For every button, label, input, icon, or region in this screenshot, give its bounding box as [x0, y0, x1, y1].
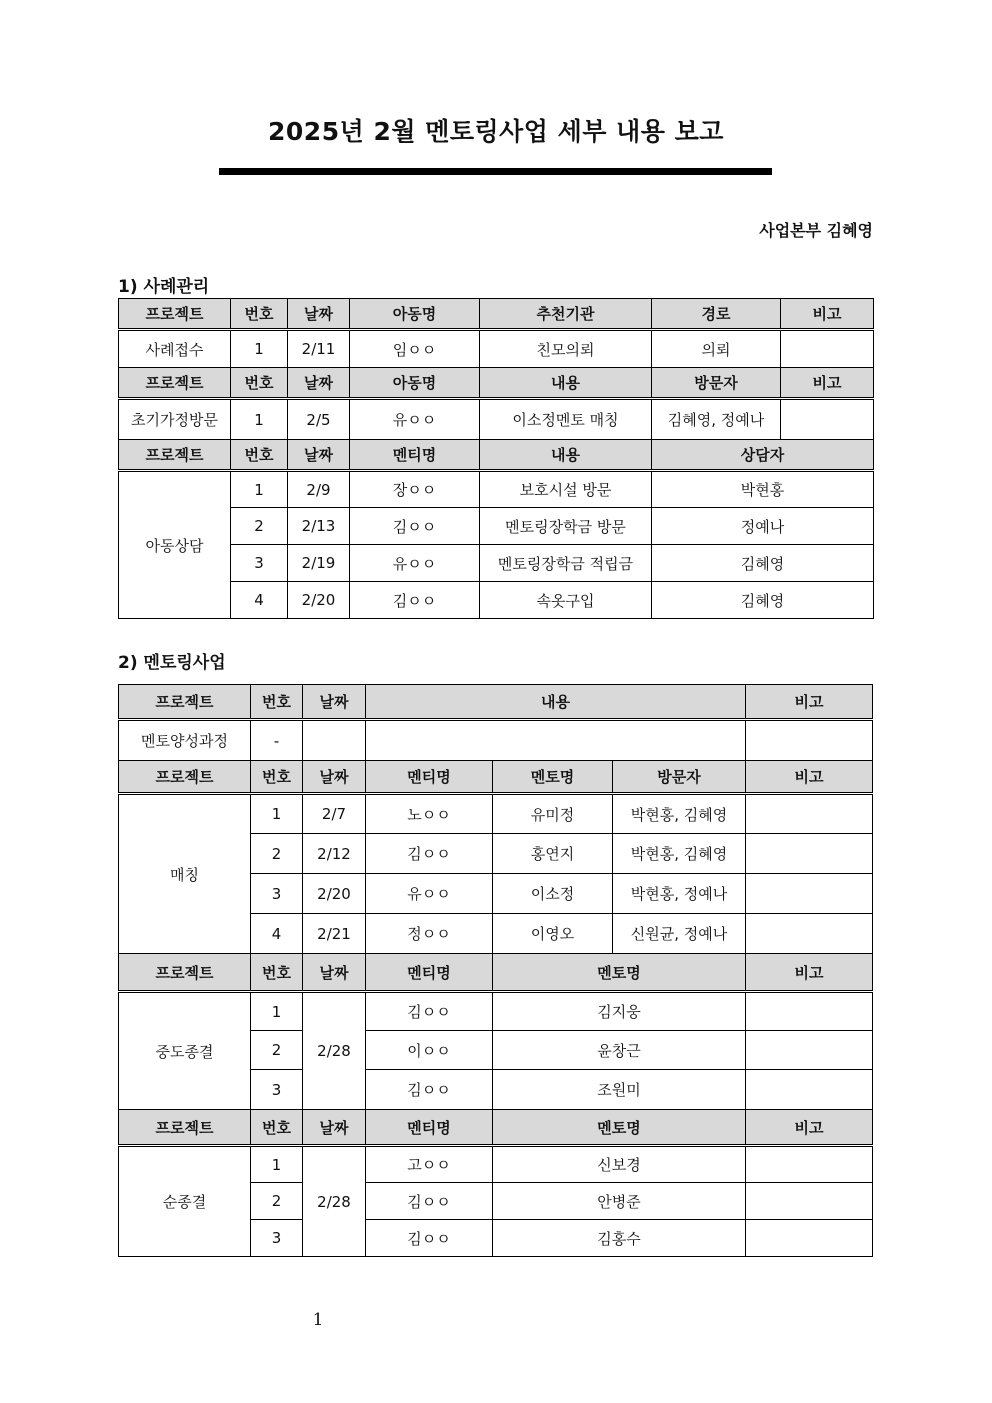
header-cell: 아동명: [350, 368, 480, 399]
mentee-cell: 김ㅇㅇ: [366, 992, 493, 1031]
project-cell: 매칭: [119, 794, 251, 954]
header-cell: 내용: [480, 440, 652, 471]
number-cell: 1: [251, 794, 303, 834]
table-header-row: [119, 368, 874, 399]
mentor-cell: 신보경: [493, 1146, 746, 1183]
date-cell: 2/9: [288, 471, 350, 508]
mentee-cell: 김ㅇㅇ: [366, 1220, 493, 1257]
header-cell: 날짜: [288, 299, 350, 330]
date-cell: 2/21: [303, 914, 366, 954]
number-cell: 3: [251, 1220, 303, 1257]
note-cell: [746, 1070, 873, 1110]
header-cell: 내용: [480, 368, 652, 399]
mentor-cell: 윤창근: [493, 1031, 746, 1070]
date-cell: 2/5: [288, 399, 350, 440]
content-cell: 멘토링장학금 방문: [480, 508, 652, 545]
agency-cell: 친모의뢰: [480, 330, 652, 368]
mentoring-table: [118, 684, 873, 1257]
table-header-row: [119, 685, 873, 720]
author-label: 사업본부 김혜영: [759, 221, 873, 240]
mentor-cell: 유미정: [493, 794, 613, 834]
header-cell: 날짜: [288, 440, 350, 471]
counselor-cell: 정예나: [652, 508, 874, 545]
header-cell: 멘토명: [493, 761, 613, 794]
project-cell: 멘토양성과정: [119, 720, 251, 761]
mentee-cell: 김ㅇㅇ: [350, 508, 480, 545]
header-cell: 비고: [746, 954, 873, 992]
number-cell: -: [251, 720, 303, 761]
number-cell: 1: [231, 330, 288, 368]
note-cell: [746, 1031, 873, 1070]
document-title: 2025년 2월 멘토링사업 세부 내용 보고: [268, 117, 724, 146]
mentee-cell: 김ㅇㅇ: [366, 834, 493, 874]
table-row: [119, 720, 873, 761]
number-cell: 4: [251, 914, 303, 954]
note-cell: [781, 399, 874, 440]
project-cell: 아동상담: [119, 471, 231, 619]
header-cell: 방문자: [613, 761, 746, 794]
mentor-cell: 조원미: [493, 1070, 746, 1110]
header-cell: 날짜: [303, 1110, 366, 1146]
header-cell: 번호: [231, 299, 288, 330]
content-cell: [366, 720, 746, 761]
number-cell: 2: [251, 1031, 303, 1070]
table-row: [119, 582, 874, 619]
note-cell: [746, 1146, 873, 1183]
mentor-cell: 김홍수: [493, 1220, 746, 1257]
mentor-cell: 이소정: [493, 874, 613, 914]
header-cell: 프로젝트: [119, 299, 231, 330]
table-header-row: [119, 761, 873, 794]
header-cell: 프로젝트: [119, 954, 251, 992]
table-header-row: [119, 954, 873, 992]
table-row: [119, 545, 874, 582]
child-name-cell: 유ㅇㅇ: [350, 399, 480, 440]
table-row: [119, 794, 873, 834]
table-row: [119, 992, 873, 1031]
route-cell: 의뢰: [652, 330, 781, 368]
header-cell: 비고: [746, 1110, 873, 1146]
number-cell: 1: [251, 992, 303, 1031]
note-cell: [746, 1183, 873, 1220]
section-heading-mentoring: 2) 멘토링사업: [118, 653, 226, 673]
header-cell: 멘티명: [366, 1110, 493, 1146]
date-cell: 2/12: [303, 834, 366, 874]
note-cell: [781, 330, 874, 368]
mentee-cell: 노ㅇㅇ: [366, 794, 493, 834]
date-cell: 2/28: [303, 992, 366, 1110]
number-cell: 2: [231, 508, 288, 545]
mentee-cell: 김ㅇㅇ: [366, 1183, 493, 1220]
counselor-cell: 김혜영: [652, 582, 874, 619]
mentor-cell: 홍연지: [493, 834, 613, 874]
header-cell: 멘티명: [366, 761, 493, 794]
number-cell: 2: [251, 1183, 303, 1220]
header-cell: 멘토명: [493, 954, 746, 992]
page-number: 1: [312, 1310, 324, 1330]
project-cell: 중도종결: [119, 992, 251, 1110]
header-cell: 번호: [251, 761, 303, 794]
date-cell: 2/11: [288, 330, 350, 368]
header-cell: 방문자: [652, 368, 781, 399]
header-cell: 날짜: [303, 761, 366, 794]
header-cell: 프로젝트: [119, 761, 251, 794]
header-cell: 프로젝트: [119, 1110, 251, 1146]
date-cell: 2/19: [288, 545, 350, 582]
date-cell: 2/13: [288, 508, 350, 545]
header-cell: 비고: [746, 685, 873, 720]
note-cell: [746, 794, 873, 834]
header-cell: 비고: [781, 368, 874, 399]
header-cell: 번호: [231, 368, 288, 399]
title-underline: [219, 168, 772, 175]
visitor-cell: 박현홍, 김혜영: [613, 794, 746, 834]
table-row: [119, 330, 874, 368]
date-cell: 2/7: [303, 794, 366, 834]
number-cell: 3: [231, 545, 288, 582]
mentor-cell: 김지웅: [493, 992, 746, 1031]
date-cell: 2/20: [303, 874, 366, 914]
header-cell: 내용: [366, 685, 746, 720]
table-header-row: [119, 299, 874, 330]
header-cell: 멘티명: [366, 954, 493, 992]
header-cell: 상담자: [652, 440, 874, 471]
content-cell: 속옷구입: [480, 582, 652, 619]
mentor-cell: 이영오: [493, 914, 613, 954]
visitor-cell: 신원균, 정예나: [613, 914, 746, 954]
date-cell: 2/28: [303, 1146, 366, 1257]
header-cell: 프로젝트: [119, 440, 231, 471]
header-cell: 비고: [781, 299, 874, 330]
content-cell: 이소정멘토 매칭: [480, 399, 652, 440]
mentee-cell: 장ㅇㅇ: [350, 471, 480, 508]
date-cell: [303, 720, 366, 761]
table-row: [119, 471, 874, 508]
mentee-cell: 유ㅇㅇ: [350, 545, 480, 582]
mentee-cell: 김ㅇㅇ: [366, 1070, 493, 1110]
table-row: [119, 508, 874, 545]
table-header-row: [119, 440, 874, 471]
header-cell: 날짜: [303, 685, 366, 720]
visitor-cell: 박현홍, 정예나: [613, 874, 746, 914]
header-cell: 프로젝트: [119, 685, 251, 720]
header-cell: 날짜: [288, 368, 350, 399]
note-cell: [746, 914, 873, 954]
header-cell: 번호: [231, 440, 288, 471]
content-cell: 보호시설 방문: [480, 471, 652, 508]
mentee-cell: 유ㅇㅇ: [366, 874, 493, 914]
case-management-table: [118, 298, 874, 619]
note-cell: [746, 874, 873, 914]
project-cell: 초기가정방문: [119, 399, 231, 440]
note-cell: [746, 834, 873, 874]
header-cell: 경로: [652, 299, 781, 330]
project-cell: 사례접수: [119, 330, 231, 368]
number-cell: 1: [231, 471, 288, 508]
header-cell: 프로젝트: [119, 368, 231, 399]
table-row: [119, 1146, 873, 1183]
table-row: [119, 399, 874, 440]
counselor-cell: 박현홍: [652, 471, 874, 508]
note-cell: [746, 1220, 873, 1257]
header-cell: 날짜: [303, 954, 366, 992]
date-cell: 2/20: [288, 582, 350, 619]
header-cell: 비고: [746, 761, 873, 794]
mentee-cell: 고ㅇㅇ: [366, 1146, 493, 1183]
mentee-cell: 정ㅇㅇ: [366, 914, 493, 954]
visitor-cell: 박현홍, 김혜영: [613, 834, 746, 874]
number-cell: 4: [231, 582, 288, 619]
number-cell: 3: [251, 874, 303, 914]
header-cell: 멘토명: [493, 1110, 746, 1146]
number-cell: 3: [251, 1070, 303, 1110]
visitor-cell: 김혜영, 정예나: [652, 399, 781, 440]
note-cell: [746, 992, 873, 1031]
number-cell: 1: [251, 1146, 303, 1183]
table-header-row: [119, 1110, 873, 1146]
header-cell: 번호: [251, 1110, 303, 1146]
note-cell: [746, 720, 873, 761]
mentee-cell: 이ㅇㅇ: [366, 1031, 493, 1070]
project-cell: 순종결: [119, 1146, 251, 1257]
section-heading-case-management: 1) 사례관리: [118, 277, 210, 297]
number-cell: 2: [251, 834, 303, 874]
header-cell: 추천기관: [480, 299, 652, 330]
content-cell: 멘토링장학금 적립금: [480, 545, 652, 582]
number-cell: 1: [231, 399, 288, 440]
header-cell: 아동명: [350, 299, 480, 330]
mentor-cell: 안병준: [493, 1183, 746, 1220]
mentee-cell: 김ㅇㅇ: [350, 582, 480, 619]
header-cell: 멘티명: [350, 440, 480, 471]
counselor-cell: 김혜영: [652, 545, 874, 582]
child-name-cell: 임ㅇㅇ: [350, 330, 480, 368]
header-cell: 번호: [251, 685, 303, 720]
header-cell: 번호: [251, 954, 303, 992]
